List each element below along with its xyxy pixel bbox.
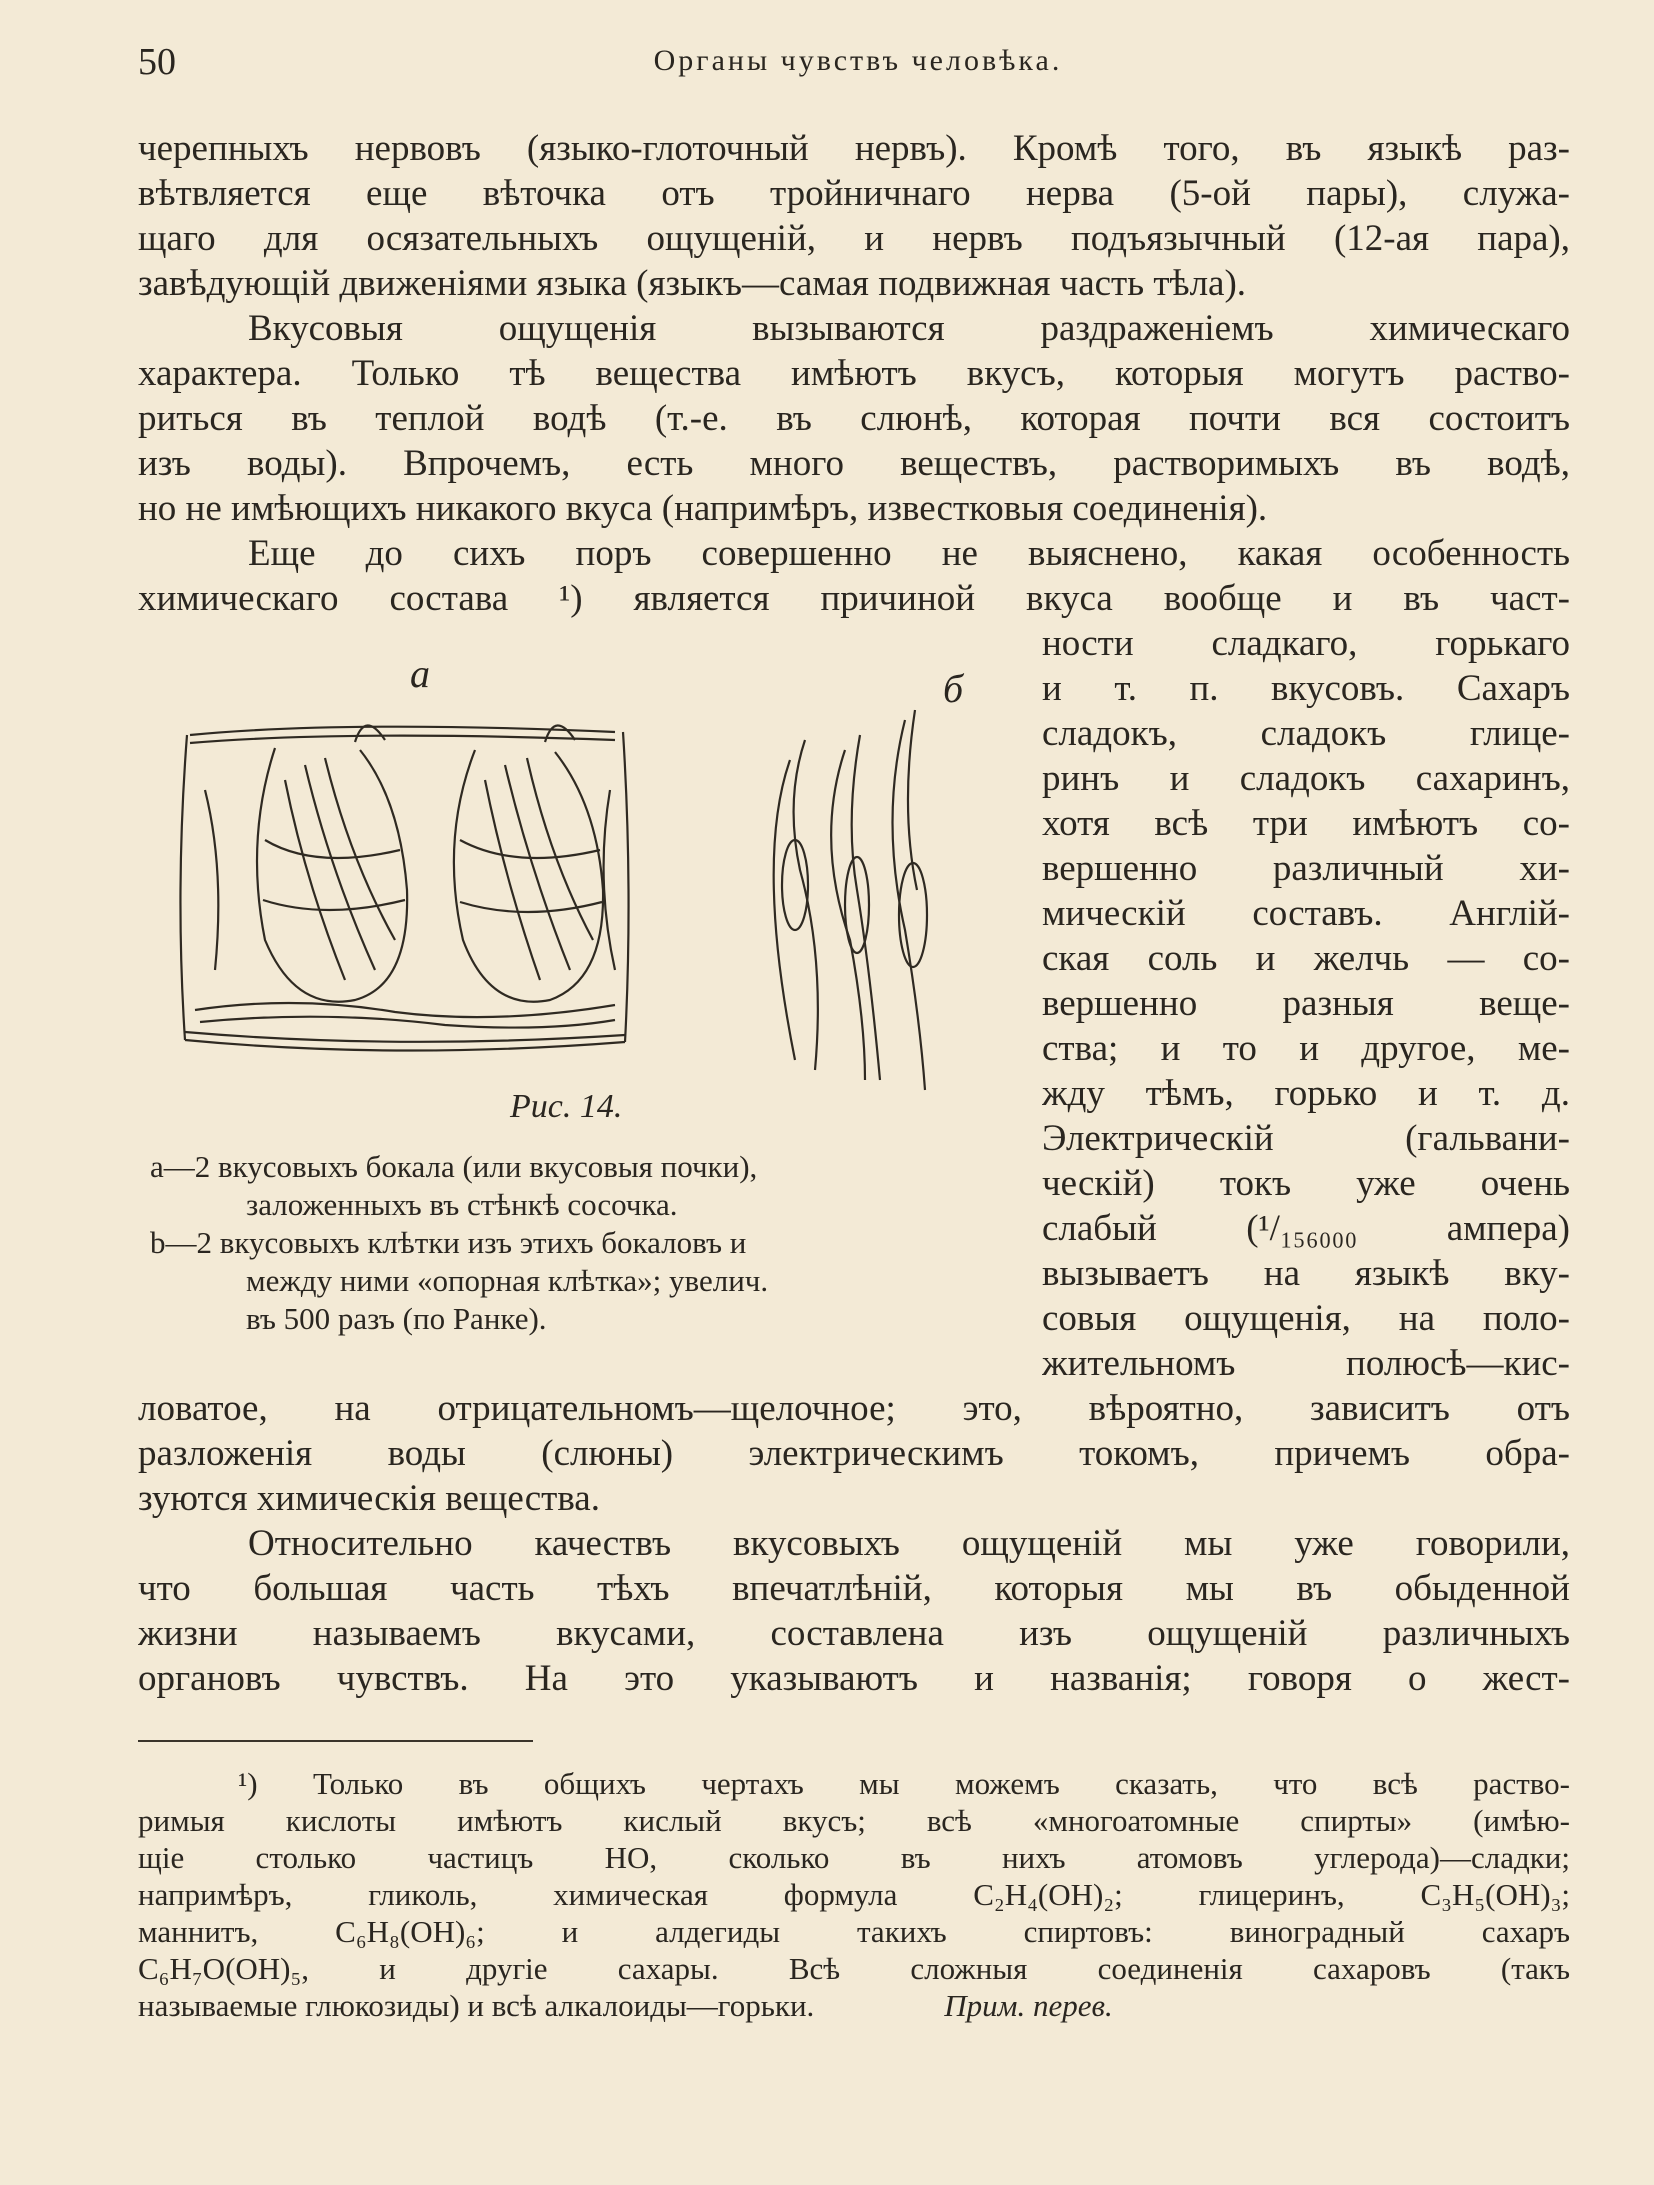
text-line: вызываетъ на языкѣ вку- <box>1042 1253 1570 1294</box>
caption-line: заложенныхъ въ стѣнкѣ сосочка. <box>246 1187 678 1222</box>
text-line: вѣтвляется еще вѣточка отъ тройничнаго нерва (5-ой пары), служа- <box>138 173 1570 214</box>
footnote-rule <box>138 1740 533 1742</box>
text-line: завѣдующій движеніями языка (языкъ—самая подвижная часть тѣла). <box>138 263 1247 304</box>
caption-line: b—2 вкусовыхъ клѣтки изъ этихъ бокаловъ и <box>150 1225 747 1260</box>
text-line: щаго для осязательныхъ ощущеній, и нервъ подъязычный (12-ая пара), <box>138 218 1570 259</box>
text-line: ства; и то и другое, ме- <box>1042 1028 1570 1069</box>
body-text-top <box>138 126 1570 621</box>
text-line: хотя всѣ три имѣютъ со- <box>1042 803 1570 844</box>
footnote <box>138 1765 1570 2024</box>
text-line: но не имѣющихъ никакого вкуса (напримѣръ, известковыя соединенія). <box>138 488 1268 529</box>
text-line: слабый (¹/₁₅₆₀₀₀ ампера) <box>1042 1208 1570 1249</box>
body-text-column <box>1042 621 1570 1386</box>
text-line: ности сладкаго, горькаго <box>1042 623 1570 664</box>
text-line: изъ воды). Впрочемъ, есть много веществъ, растворимыхъ въ водѣ, <box>138 443 1570 484</box>
footnote-line: маннитъ, C₆H₈(OH)₆; и алдегиды такихъ спиртовъ: виноградный сахаръ <box>138 1914 1570 1949</box>
text-line: Относительно качествъ вкусовыхъ ощущеній мы уже говорили, <box>248 1523 1570 1564</box>
page-header <box>138 40 1578 100</box>
footnote-line: ¹) Только въ общихъ чертахъ мы можемъ сказать, что всѣ раство- <box>238 1766 1570 1801</box>
text-line: характера. Только тѣ вещества имѣютъ вкусъ, которыя могутъ раство- <box>138 353 1570 394</box>
text-line: химическаго состава ¹) является причиной вкуса вообще и въ част- <box>138 578 1570 619</box>
text-line: ловатое, на отрицательномъ—щелочное; это, вѣроятно, зависитъ отъ <box>138 1388 1570 1429</box>
text-line: вершенно различный хи- <box>1042 848 1570 889</box>
text-line: Вкусовыя ощущенія вызываются раздраженіемъ химическаго <box>248 308 1570 349</box>
text-line: вершенно разныя веще- <box>1042 983 1570 1024</box>
caption-line: a—2 вкусовыхъ бокала (или вкусовыя почки), <box>150 1149 758 1184</box>
footnote-signature: Прим. перев. <box>944 1988 1113 2023</box>
figure-label: Рис. 14. <box>510 1088 623 1125</box>
text-line: жительномъ полюсѣ—кис- <box>1042 1343 1570 1384</box>
figure-letter-a: а <box>410 651 430 696</box>
text-line: Электрическій (гальвани- <box>1042 1118 1570 1159</box>
text-line: что большая часть тѣхъ впечатлѣній, которыя мы въ обыденной <box>138 1568 1570 1609</box>
footnote-line: римыя кислоты имѣютъ кислый вкусъ; всѣ «многоатомные спирты» (имѣю- <box>138 1803 1570 1838</box>
text-line: разложенія воды (слюны) электрическимъ токомъ, причемъ обра- <box>138 1433 1570 1474</box>
text-line: органовъ чувствъ. На это указываютъ и названія; говоря о жест- <box>138 1658 1570 1699</box>
text-line: и т. п. вкусовъ. Сахаръ <box>1042 668 1570 709</box>
text-line: ческій) токъ уже очень <box>1042 1163 1570 1204</box>
text-line: ская соль и желчь — со- <box>1042 938 1570 979</box>
text-line: сладокъ, сладокъ глице- <box>1042 713 1570 754</box>
figure-letter-b: б <box>943 666 964 711</box>
taste-bud-illustration <box>145 640 1025 1110</box>
caption-line: въ 500 разъ (по Ранке). <box>246 1301 547 1336</box>
running-title: Органы чувствъ человѣка. <box>653 44 1063 77</box>
page-number: 50 <box>138 41 176 83</box>
text-line: жду тѣмъ, горько и т. д. <box>1042 1073 1570 1114</box>
text-line: мическій составъ. Англій- <box>1042 893 1570 934</box>
body-text-bottom <box>138 1386 1570 1701</box>
caption-line: между ними «опорная клѣтка»; увелич. <box>246 1263 769 1298</box>
footnote-line <box>138 1987 1570 2024</box>
text-line: ринъ и сладокъ сахаринъ, <box>1042 758 1570 799</box>
text-line: черепныхъ нервовъ (языко-глоточный нервъ). Кромѣ того, въ языкѣ раз- <box>138 128 1570 169</box>
figure-taste-buds <box>145 640 1025 1110</box>
text-line: совыя ощущенія, на поло- <box>1042 1298 1570 1339</box>
text-line: риться въ теплой водѣ (т.-е. въ слюнѣ, которая почти вся состоитъ <box>138 398 1570 439</box>
text-line: жизни называемъ вкусами, составлена изъ ощущеній различныхъ <box>138 1613 1570 1654</box>
text-line: зуются химическія вещества. <box>138 1478 600 1519</box>
footnote-line: щіе столько частицъ НО, сколько въ нихъ атомовъ углерода)—сладки; <box>138 1840 1570 1875</box>
footnote-text: называемые глюкозиды) и всѣ алкалоиды—горьки. <box>138 1988 815 2023</box>
footnote-line: C₆H₇O(OH)₅, и другіе сахары. Всѣ сложныя соединенія сахаровъ (такъ <box>138 1951 1570 1986</box>
footnote-line: напримѣръ, гликоль, химическая формула C₂H₄(OH)₂; глицеринъ, C₃H₅(OH)₃; <box>138 1877 1570 1912</box>
text-line: Еще до сихъ поръ совершенно не выяснено, какая особенность <box>248 533 1570 574</box>
